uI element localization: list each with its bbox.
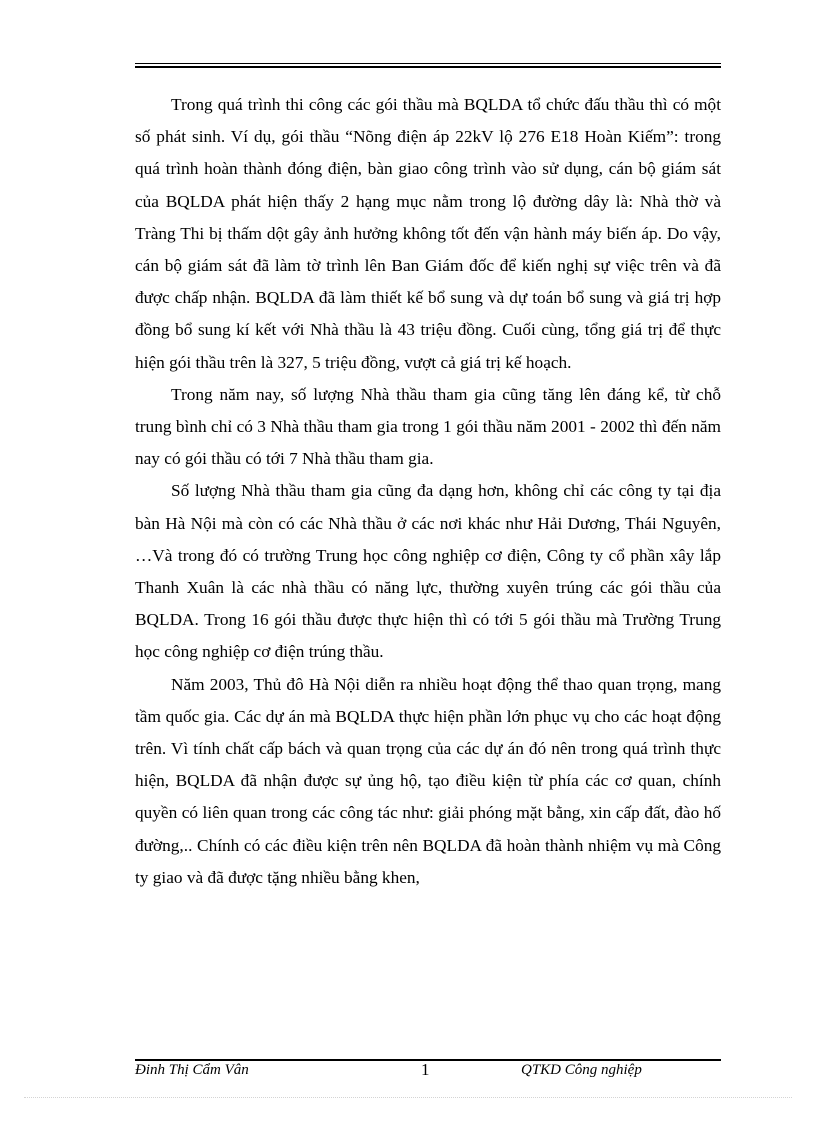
body-text (135, 89, 721, 894)
paragraph-1: Trong quá trình thi công các gói thầu mà BQLDA tổ chức đấu thầu thì có một số phát sinh. Ví dụ, gói thầu “Nõng điện áp 22kV lộ 276 E18 Hoàn Kiếm”: trong quá trình hoàn thành đóng điện, bàn giao công trình vào sử dụng, cán bộ giám sát của BQLDA phát hiện thấy 2 hạng mục nằm trong lộ đường dây là: Nhà thờ và Tràng Thi bị thấm dột gây ảnh hưởng không tốt đến vận hành máy biến áp. Do vậy, cán bộ giám sát đã làm tờ trình lên Ban Giám đốc để kiến nghị sự việc trên và đã được chấp nhận. BQLDA đã làm thiết kế bổ sung và dự toán bổ sung và giá trị hợp đồng bổ sung kí kết với Nhà thầu là 43 triệu đồng. Cuối cùng, tổng giá trị để thực hiện gói thầu trên là 327, 5 triệu đồng, vượt cả giá trị kế hoạch. (135, 95, 721, 372)
page-footer (135, 1060, 721, 1082)
paragraph-3: Số lượng Nhà thầu tham gia cũng đa dạng hơn, không chỉ các công ty tại địa bàn Hà Nội mà còn có các Nhà thầu ở các nơi khác như Hải Dương, Thái Nguyên, …Và trong đó có trường Trung học công nghiệp cơ điện, Công ty cổ phần xây lắp Thanh Xuân là các nhà thầu có năng lực, thường xuyên trúng các gói thầu của BQLDA. Trong 16 gói thầu được thực hiện thì có tới 5 gói thầu mà Trường Trung học công nghiệp cơ điện trúng thầu. (135, 481, 721, 662)
header-double-rule (135, 63, 721, 69)
paragraph-2: Trong năm nay, số lượng Nhà thầu tham gia cũng tăng lên đáng kể, từ chỗ trung bình chỉ có 3 Nhà thầu tham gia trong 1 gói thầu năm 2001 - 2002 thì đến năm nay có gói thầu có tới 7 Nhà thầu tham gia. (135, 384, 721, 469)
page-bottom-dotted-line (24, 1097, 792, 1098)
footer-author: Đinh Thị Cẩm Vân (135, 1062, 249, 1078)
header-rule-thick (135, 66, 721, 68)
footer-department: QTKD Công nghiệp (521, 1062, 642, 1078)
header-rule-thin (135, 63, 721, 64)
page-number: 1 (421, 1060, 430, 1079)
paragraph-4: Năm 2003, Thủ đô Hà Nội diễn ra nhiều hoạt động thể thao quan trọng, mang tầm quốc gia. Các dự án mà BQLDA thực hiện phần lớn phục vụ cho các hoạt động trên. Vì tính chất cấp bách và quan trọng của các dự án đó nên trong quá trình thực hiện, BQLDA đã nhận được sự ủng hộ, tạo điều kiện từ phía các cơ quan, chính quyền có liên quan trong các công tác như: giải phóng mặt bằng, xin cấp đất, đào hố đường,.. Chính có các điều kiện trên nên BQLDA đã hoàn thành nhiệm vụ mà Công ty giao và đã được tặng nhiều bằng khen, (135, 674, 721, 887)
